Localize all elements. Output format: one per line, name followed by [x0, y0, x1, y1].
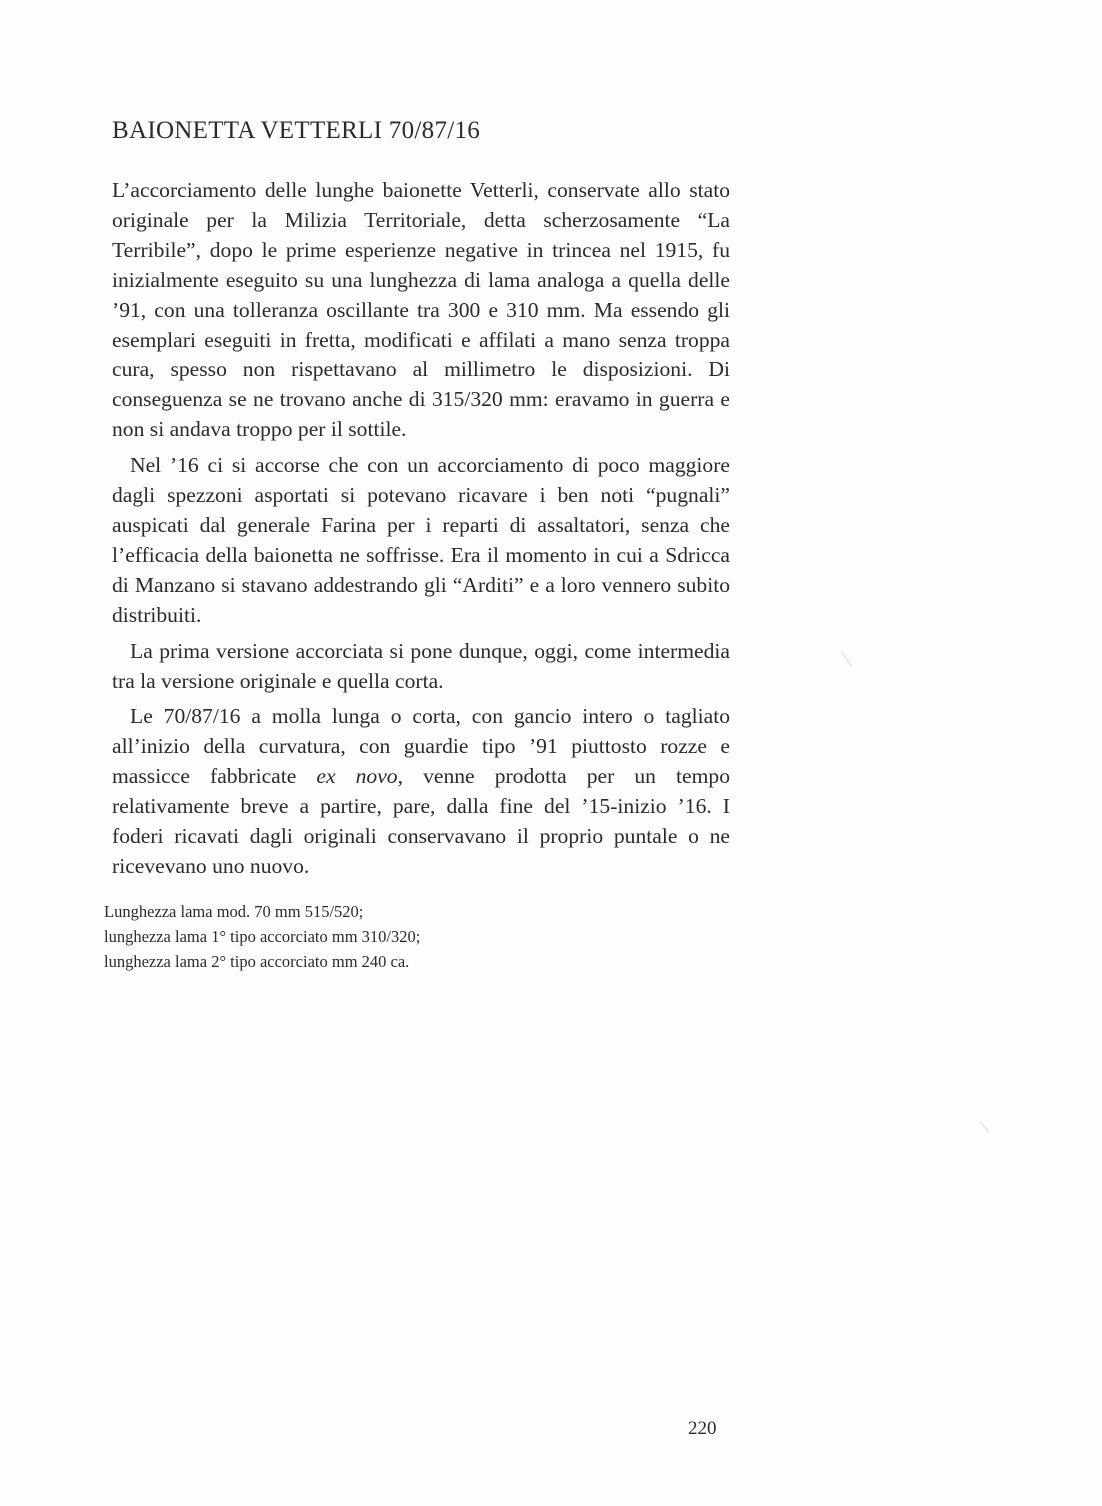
specifications-list [104, 900, 420, 974]
paragraph [112, 451, 730, 630]
spec-line: lunghezza lama 2° tipo accorciato mm 240 ca. [104, 951, 410, 971]
paragraph-text: L’accorciamento delle lunghe baionette Vetterli, conservate allo stato originale per la Milizia Territoriale, detta scherzosamente “La Terribile”, dopo le prime esperienze negative in trincea nel 1915, fu inizialmente eseguito su una lunghezza di lama analoga a quella delle ’91, con una tolleranza oscillante tra 300 e 310 mm. Ma essendo gli esemplari eseguiti in fretta, modificati e affilati a mano senza troppa cura, spesso non rispettavano al millimetro le disposizioni. Di conseguenza se ne trovano anche di 315/320 mm: eravamo in guerra e non si andava troppo per il sottile. [112, 178, 730, 442]
scan-mark [841, 651, 852, 666]
paragraph-text: Le 70/87/16 a molla lunga o corta, con gancio intero o tagliato all’inizio della curvatura, con guardie tipo ’91 piuttosto rozze e massicce fabbricate [112, 704, 730, 789]
section-title: BAIONETTA VETTERLI 70/87/16 [112, 117, 481, 144]
paragraph [112, 702, 730, 881]
paragraph-text: , venne prodotta per un tempo relativamente breve a partire, pare, dalla fine del ’15-inizio ’16. I foderi ricavati dagli originali conservavano il proprio puntale o ne ricevevano uno nuovo. [112, 764, 730, 878]
italic-phrase: ex novo [316, 764, 398, 789]
body-text [112, 176, 730, 882]
paragraph [112, 637, 730, 697]
paragraph-text: Nel ’16 ci si accorse che con un accorciamento di poco maggiore dagli spezzoni asportati si potevano ricavare i ben noti “pugnali” auspicati dal generale Farina per i reparti di assaltatori, senza che l’efficacia della baionetta ne soffrisse. Era il momento in cui a Sdricca di Manzano si stavano addestrando gli “Arditi” e a loro vennero subito distribuiti. [112, 453, 730, 627]
spec-line: Lunghezza lama mod. 70 mm 515/520; [104, 902, 364, 921]
scan-mark [980, 1121, 990, 1132]
spec-line: lunghezza lama 1° tipo accorciato mm 310/320; [104, 926, 421, 946]
paragraph [112, 176, 730, 445]
page-number: 220 [688, 1418, 717, 1439]
paragraph-text: La prima versione accorciata si pone dunque, oggi, come intermedia tra la versione originale e quella corta. [112, 638, 730, 693]
